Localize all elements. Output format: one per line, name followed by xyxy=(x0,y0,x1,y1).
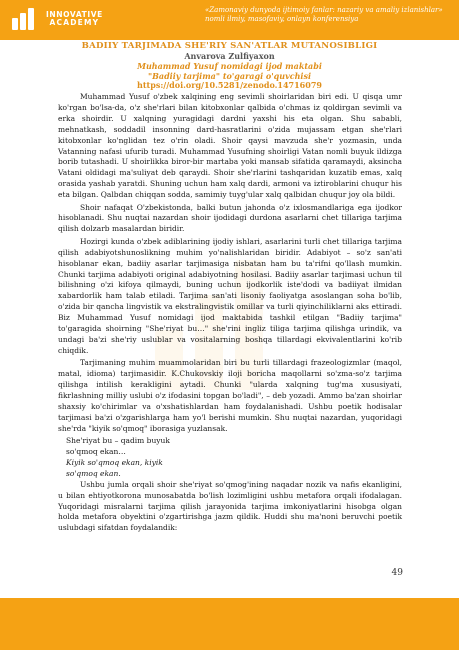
article-title: BADIIY TARJIMADA SHE'RIY SAN'ATLAR MUTANOSIBLIGI xyxy=(81,41,378,51)
paragraph: Muhammad Yusuf o'zbek xalqining eng sevimli shoirlaridan biri edi. U qisqa umr ko'rgan bo'lsa-da, o'z she'rlari bilan kitobxonlar qalbida o'chmas iz qoldirgan sevimli va erka shoirdir. U xalqning yuragidagi dardni yaxshi his eta olgan. Shu sababli, mehnatkash, soddadil insonning dard-hasratlarini o'zida mujassam etgan she'rlari kitobxonlar ko'nglidan tez o'rin oladi. Shoir qaysi mavzuda she'r yozmasin, unda Vatanning nafasi ufurib turadi. Muhammad Yusufning shoirligi Vatan nomli buyuk ildizga borib tutashadi. U shoirlikka biror-bir martaba yoki mansab sifatida qaramaydi, aksincha Vatani oldidagi ma'suliyat deb qaraydi. Shoir she'rlarini tashqaridan kuzatib emas, xalq orasida yashab yaratdi. Shuning uchun ham xalq dardi, armoni va iztiroblarini chuqur his eta bilgan. Qalbdan chiqqan sodda, samimiy tuyg'ular xalq qalbidan chuqur joy ola bildi. xyxy=(58,92,402,200)
page-number: 49 xyxy=(391,568,403,578)
author-position: "Badiiy tarjima" to'garagi o'quvchisi xyxy=(147,70,312,81)
poem-excerpt xyxy=(58,436,402,480)
conference-title: «Zamonaviy dunyoda ijtimoiy fanlar: nazariy va amaliy izlanishlar» nomli ilmiy, masofaviy, onlayn konferensiya xyxy=(205,6,443,23)
verse-line: so'qmoq ekan… xyxy=(66,447,126,456)
author-name: Anvarova Zulfiyaxon xyxy=(184,51,275,61)
footer-bar xyxy=(0,598,459,650)
header-bar xyxy=(0,0,459,40)
paragraph: Ushbu jumla orqali shoir she'riyat so'qmog'ining naqadar nozik va nafis ekanligini, u bilan ehtiyotkorona munosabatda bo'lish lozimligini ushbu metafora orqali ifodalagan. Yuqoridagi misralarni tarjima qilish jarayonida tarjima imkoniyatlarini hisobga olgan holda metafora obyektini o'zgartirishga jazm qildik. Huddi shu ma'noni beruvchi poetik uslubdagi sifatdan foydalandik: xyxy=(58,479,402,533)
logo-line2: ACADEMY xyxy=(49,18,100,27)
logo-bars-icon xyxy=(12,8,42,30)
verse-line: She'riyat bu – qadim buyuk xyxy=(66,436,170,446)
academy-logo xyxy=(12,8,103,30)
organization: Muhammad Yusuf nomidagi ijod maktabi xyxy=(137,61,322,71)
paragraph: Shoir nafaqat O'zbekistonda, balki butun jahonda o'z ixlosmandlariga ega ijodkor hisoblanadi. Shu nuqtai nazardan shoir ijodidagi durdona asarlarni chet tillariga tarjima qilish dolzarb masalardan biridir. xyxy=(58,202,402,234)
doi-link[interactable]: https://doi.org/10.5281/zenodo.14716079 xyxy=(137,80,322,90)
logo-line1: INNOVATIVE xyxy=(46,10,103,19)
verse-line: Kiyik so'qmoq ekan, kiyik xyxy=(66,457,163,467)
article-body xyxy=(58,92,402,536)
verse-line: so'qmoq ekan. xyxy=(66,468,121,478)
paragraph: Tarjimaning muhim muammolaridan biri bu turli tillardagi frazeologizmlar (maqol, matal, idioma) tarjimasidir. K.Chukovskiy iloji boricha maqollarni so'zma-so'z tarjima qilishga intilish kerakligini aytadi. Chunki "ularda xalqning tug'ma xususiyati, fikrlashning milliy uslubi o'z ifodasini topgan bo'ladi", – deb yozadi. Ammo ba'zan shoirlar shaxsiy ko'chirimlar va o'xshatishlardan ham foydalanishadi. Ushbu poetik hodisalar tarjimasi ba'zi o'zgarishlarga ham yo'l berishi mumkin. Shu nuqtai nazardan, yuqoridagi she'rda "kiyik so'qmoq" iborasiga yuzlansak. xyxy=(58,358,402,433)
paragraph: Hozirgi kunda o'zbek adiblarining ijodiy ishlari, asarlarini turli chet tillariga tarjima qilish adabiyotshunoslikning muhim yo'nalishlaridan biridir. Adabiyot – so'z san'ati hisoblanar ekan, badiiy asarlar tarjimasiga nisbatan ham bu ta'rifni qo'llash mumkin. Chunki tarjima adabiyoti original adabiyotning hosilasi. Badiiy asarlar tarjimasi uchun til bilishning o'zi kifoya qilmaydi, buning uchun ijodkorlik iste'dodi va badiiyat ilmidan xabardorlik ham talab etiladi. Tarjima san'ati lisoniy faoliyatga asoslangan soha bo'lib, o'zida bir qancha lingvistik va ekstralingvistik omillar va turli qiyinchiliklarni aks ettiradi. Biz Muhammad Yusuf nomidagi ijod maktabida tashkil etilgan "Badiiy tarjima" to'garagida shoirning "She'riyat bu…" she'rini ingliz tiliga tarjima qilishga urindik, va undagi ba'zi she'riy uslublar va vositalarning boshqa tillardagi ekvivalentlarini ko'rib chiqdik. xyxy=(58,236,402,355)
